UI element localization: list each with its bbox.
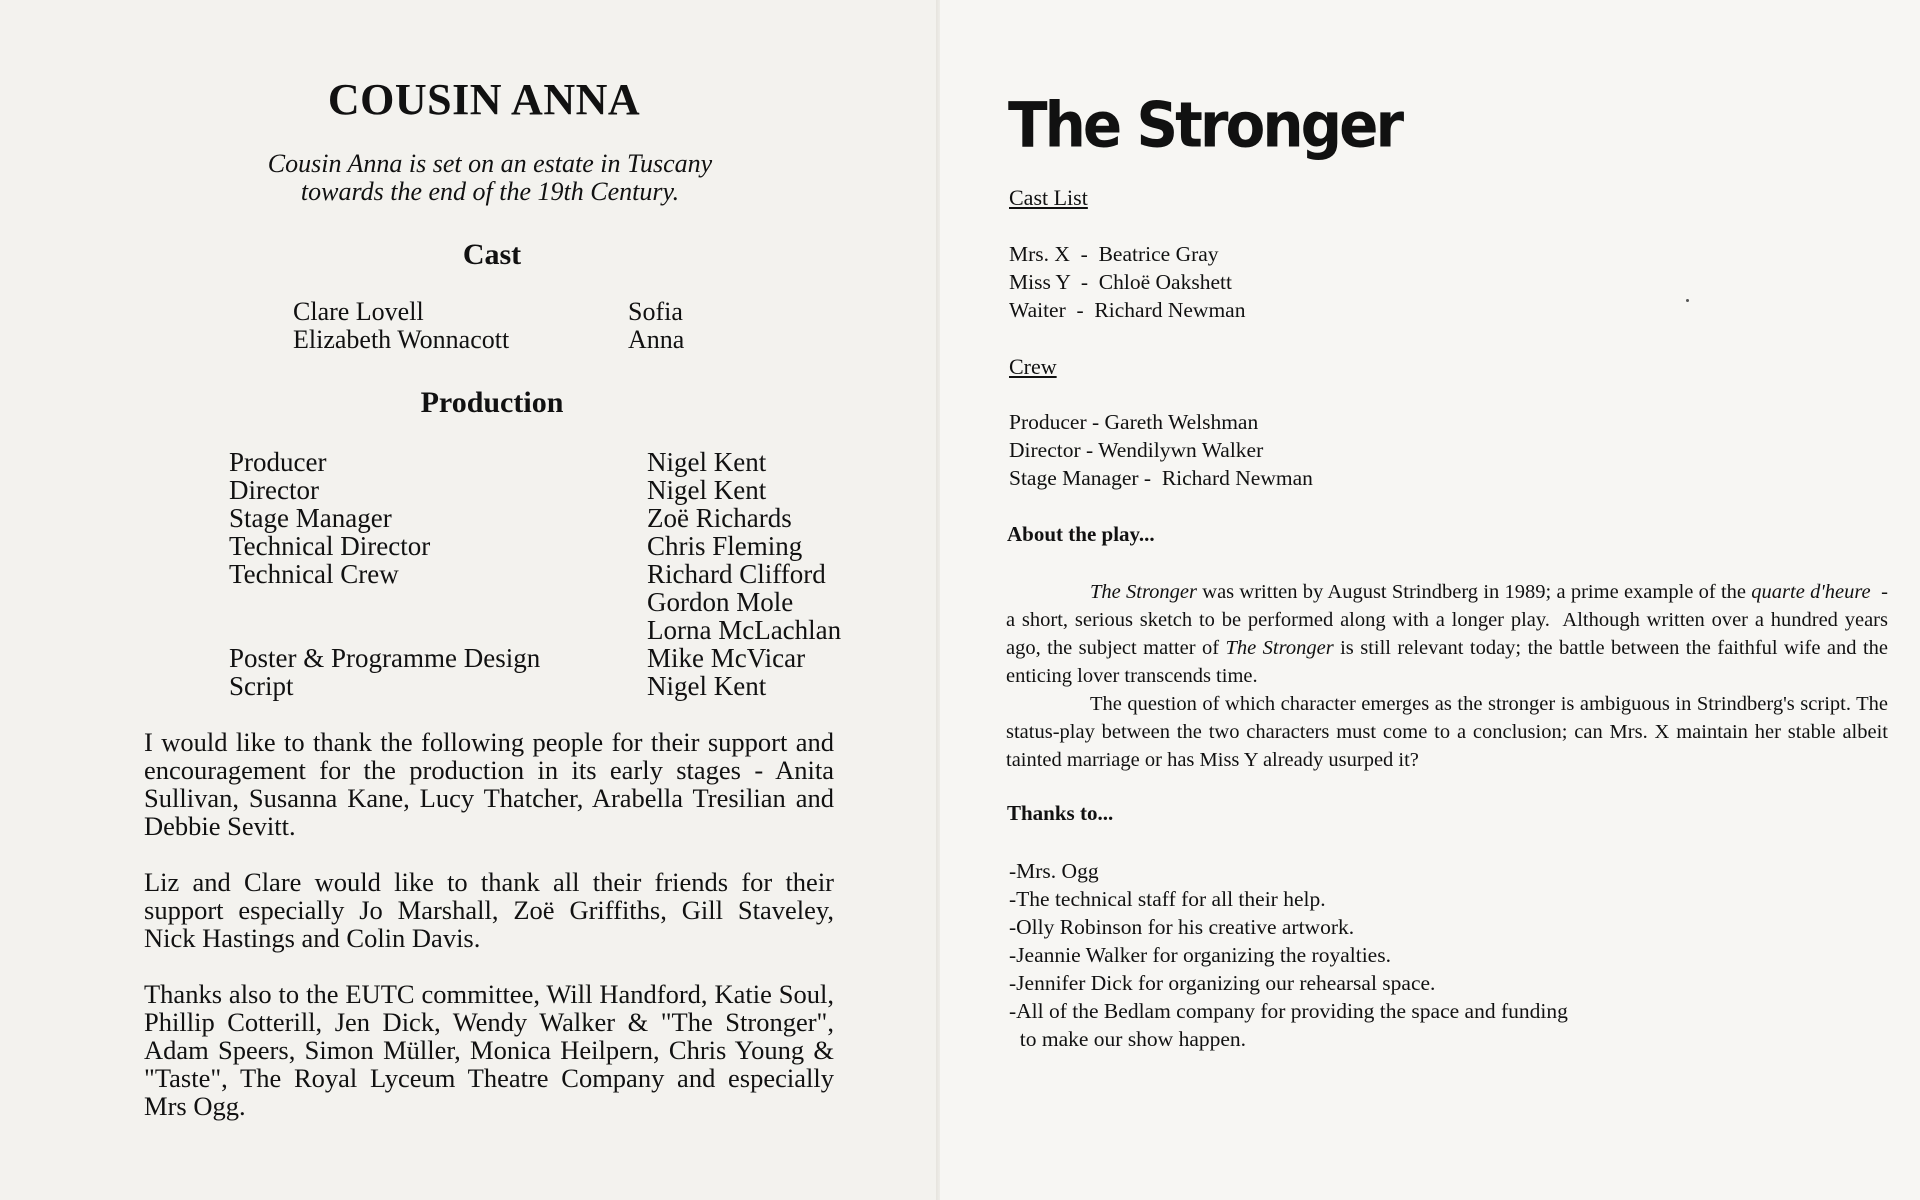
production-role bbox=[229, 588, 647, 616]
stronger-cast-line: Waiter - Richard Newman bbox=[1009, 298, 1246, 322]
print-speck bbox=[1686, 299, 1689, 302]
production-name: Nigel Kent bbox=[647, 475, 767, 505]
production-role: Producer bbox=[229, 447, 327, 477]
production-row bbox=[229, 616, 841, 644]
production-role: Script bbox=[229, 671, 294, 701]
production-row bbox=[229, 588, 841, 616]
thanks-line: -Olly Robinson for his creative artwork. bbox=[1009, 915, 1355, 939]
about-the-play-label: About the play... bbox=[1007, 522, 1155, 546]
production-name: Mike McVicar bbox=[647, 643, 806, 673]
intro-line: Cousin Anna is set on an estate in Tuscany bbox=[267, 149, 713, 178]
crew-label: Crew bbox=[1009, 354, 1057, 379]
production-role: Technical Director bbox=[229, 531, 431, 561]
production-role: Director bbox=[229, 475, 319, 505]
stronger-thanks-list bbox=[1009, 857, 1568, 1053]
production-heading: Production bbox=[420, 386, 564, 419]
production-row bbox=[229, 644, 841, 672]
production-name: Lorna McLachlan bbox=[647, 615, 842, 645]
production-role: Stage Manager bbox=[229, 503, 392, 533]
cast-role: Anna bbox=[628, 325, 685, 354]
cast-list-label: Cast List bbox=[1009, 185, 1088, 210]
production-name: Richard Clifford bbox=[647, 559, 826, 589]
thanks-line: -Jeannie Walker for organizing the royalties. bbox=[1009, 943, 1391, 967]
the-stronger-title: The Stronger bbox=[1008, 88, 1402, 162]
production-name: Zoë Richards bbox=[647, 503, 792, 533]
production-name: Gordon Mole bbox=[647, 587, 794, 617]
production-name: Nigel Kent bbox=[647, 671, 767, 701]
production-row bbox=[229, 672, 841, 700]
production-row bbox=[229, 532, 841, 560]
production-role bbox=[229, 616, 647, 644]
cousin-anna-title: COUSIN ANNA bbox=[327, 75, 641, 124]
cast-actor: Clare Lovell bbox=[293, 297, 424, 326]
thanks-line: -All of the Bedlam company for providing the space and funding bbox=[1009, 999, 1568, 1023]
cousin-anna-intro bbox=[0, 150, 980, 206]
thanks-to-label: Thanks to... bbox=[1007, 801, 1114, 825]
thanks-paragraph: Thanks also to the EUTC committee, Will Handford, Katie Soul, Phillip Cotterill, Jen Dick, Wendy Walker & "The Stronger", Adam Speers, Simon Müller, Monica Heilpern, Chris Young & "Taste", The Royal Lyceum Theatre Company and especially Mrs Ogg. bbox=[144, 979, 834, 1121]
term-italic: quarte d'heure bbox=[1751, 581, 1871, 603]
about-text: is still relevant today; the battle between the faithful wife and the enticing lover transcends time. bbox=[1006, 637, 1888, 687]
stronger-cast-line: Miss Y - Chloë Oakshett bbox=[1009, 270, 1232, 294]
thanks-paragraph: I would like to thank the following people for their support and encouragement for the production in its early stages - Anita Sullivan, Susanna Kane, Lucy Thatcher, Arabella Tresilian and Debbie Sevitt. bbox=[144, 727, 834, 841]
play-title-italic: The Stronger bbox=[1225, 637, 1334, 659]
production-role: Poster & Programme Design bbox=[229, 643, 541, 673]
stronger-crew-line: Stage Manager - Richard Newman bbox=[1009, 466, 1313, 490]
play-title-italic: The Stronger bbox=[1090, 581, 1198, 603]
production-row bbox=[229, 476, 841, 504]
cast-actor: Elizabeth Wonnacott bbox=[293, 325, 510, 354]
thanks-line: -Jennifer Dick for organizing our rehearsal space. bbox=[1009, 971, 1436, 995]
stronger-cast-list bbox=[1009, 240, 1245, 324]
intro-line: towards the end of the 19th Century. bbox=[300, 177, 680, 206]
thanks-line: to make our show happen. bbox=[1009, 1027, 1247, 1051]
about-text: - a short, serious sketch to be performed along with a longer play. Although written over a hundred years ago, the subject matter of bbox=[1006, 581, 1894, 659]
cast-row bbox=[293, 326, 684, 354]
stronger-crew-line: Producer - Gareth Welshman bbox=[1009, 410, 1259, 434]
production-name: Nigel Kent bbox=[647, 447, 767, 477]
thanks-line: -The technical staff for all their help. bbox=[1009, 887, 1326, 911]
thanks-paragraph: Liz and Clare would like to thank all their friends for their support especially Jo Marshall, Zoë Griffiths, Gill Staveley, Nick Hastings and Colin Davis. bbox=[144, 867, 834, 953]
production-name: Chris Fleming bbox=[647, 531, 803, 561]
cousin-anna-page bbox=[0, 0, 940, 1200]
stronger-crew-list bbox=[1009, 408, 1313, 492]
production-row bbox=[229, 448, 841, 476]
about-paragraph bbox=[1006, 578, 1894, 690]
cast-row bbox=[293, 298, 684, 326]
production-list bbox=[229, 448, 841, 700]
cast-list bbox=[293, 298, 684, 354]
stronger-crew-line: Director - Wendilywn Walker bbox=[1009, 438, 1264, 462]
cast-heading: Cast bbox=[462, 238, 522, 271]
cast-role: Sofia bbox=[628, 297, 683, 326]
about-paragraph: The question of which character emerges as the stronger is ambiguous in Strindberg's script. The status-play between the two characters must come to a conclusion; can Mrs. X maintain her stable albeit tainted marriage or has Miss Y already usurped it? bbox=[1006, 693, 1888, 771]
production-row bbox=[229, 504, 841, 532]
production-role: Technical Crew bbox=[229, 559, 399, 589]
stronger-cast-line: Mrs. X - Beatrice Gray bbox=[1009, 242, 1219, 266]
thanks-line: -Mrs. Ogg bbox=[1009, 859, 1099, 883]
about-text: was written by August Strindberg in 1989; a prime example of the bbox=[1197, 581, 1752, 603]
production-row bbox=[229, 560, 841, 588]
